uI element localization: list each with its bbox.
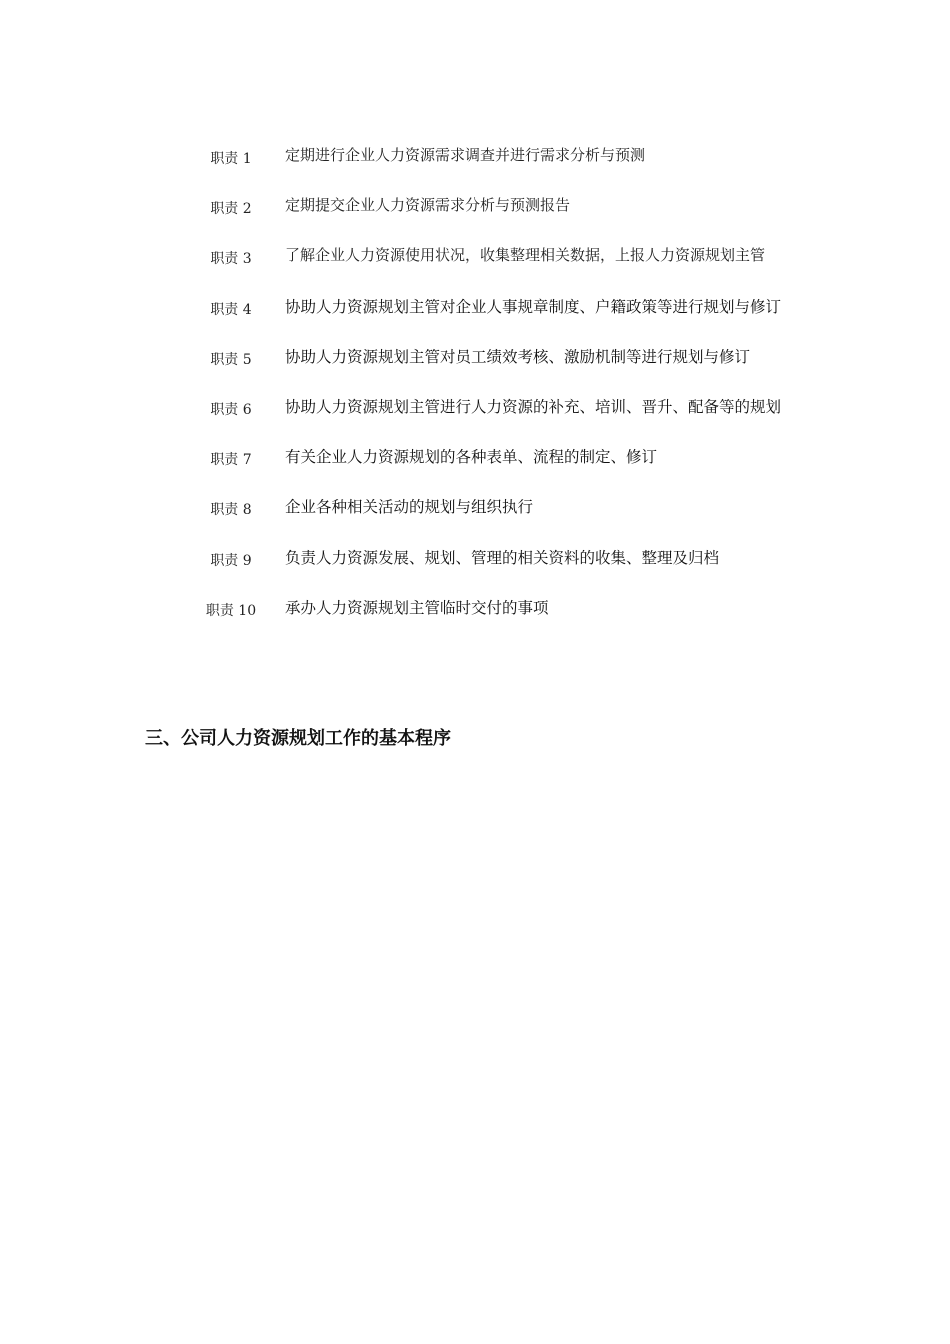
duty-row-10 xyxy=(0,590,950,640)
duty-list xyxy=(0,138,950,640)
duty-text: 企业各种相关活动的规划与组织执行 xyxy=(285,498,534,517)
duty-label: 职责 1 xyxy=(210,151,252,167)
duty-label: 职责 3 xyxy=(210,251,252,268)
duty-text: 承办人力资源规划主管临时交付的事项 xyxy=(285,598,549,617)
duty-label: 职责 2 xyxy=(210,201,252,218)
section-heading: 三、公司人力资源规划工作的基本程序 xyxy=(145,728,451,749)
duty-text: 负责人力资源发展、规划、管理的相关资料的收集、整理及归档 xyxy=(285,548,720,567)
duty-label: 职责 7 xyxy=(210,452,252,469)
duty-label: 职责 9 xyxy=(210,552,252,569)
duty-label: 职责 8 xyxy=(210,502,252,519)
duty-row-2 xyxy=(0,188,950,238)
duty-text: 协助人力资源规划主管对企业人事规章制度、户籍政策等进行规划与修订 xyxy=(285,297,782,316)
duty-label: 职责 6 xyxy=(210,401,252,418)
duty-row-3 xyxy=(0,238,950,288)
duty-text: 有关企业人力资源规划的各种表单、流程的制定、修订 xyxy=(285,448,658,467)
duty-text: 协助人力资源规划主管进行人力资源的补充、培训、晋升、配备等的规划 xyxy=(285,397,782,416)
duty-label: 职责 4 xyxy=(210,301,252,318)
duty-row-5 xyxy=(0,339,950,389)
duty-label: 职责 10 xyxy=(205,602,257,619)
duty-row-6 xyxy=(0,389,950,439)
duty-row-4 xyxy=(0,289,950,339)
duty-text: 协助人力资源规划主管对员工绩效考核、激励机制等进行规划与修订 xyxy=(285,347,751,366)
duty-row-1 xyxy=(0,138,950,188)
duty-text: 了解企业人力资源使用状况，收集整理相关数据，上报人力资源规划主管 xyxy=(285,246,766,265)
duty-text: 定期进行企业人力资源需求调查并进行需求分析与预测 xyxy=(285,146,646,164)
duty-label: 职责 5 xyxy=(210,351,252,368)
duty-row-7 xyxy=(0,439,950,489)
duty-text: 定期提交企业人力资源需求分析与预测报告 xyxy=(285,196,571,215)
duty-row-9 xyxy=(0,540,950,590)
duty-row-8 xyxy=(0,489,950,539)
